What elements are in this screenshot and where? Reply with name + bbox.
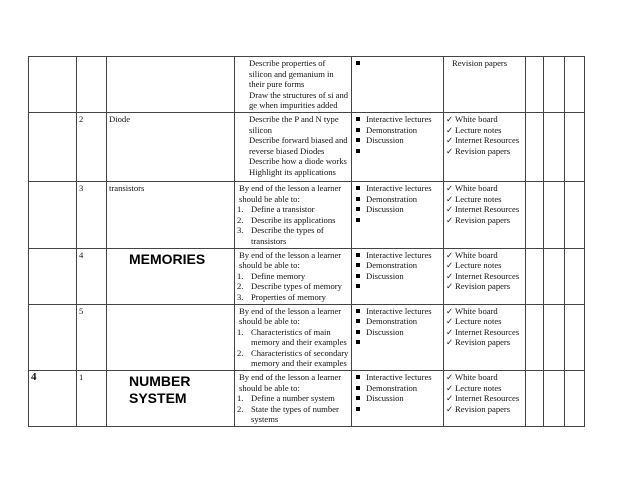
square-bullet-icon bbox=[356, 309, 360, 313]
remarks-cell bbox=[526, 304, 544, 371]
resources-cell bbox=[444, 181, 526, 248]
square-bullet-icon bbox=[356, 207, 360, 211]
lesson-cell bbox=[77, 112, 107, 181]
resource-item: ✓ White board bbox=[446, 372, 498, 383]
square-bullet-icon bbox=[356, 340, 360, 344]
objective-line: silicon bbox=[249, 124, 272, 135]
objectives-cell bbox=[235, 112, 352, 181]
objective-line: their pure forms bbox=[249, 79, 305, 90]
objective-line: Describe properties of bbox=[249, 58, 326, 68]
objective-item: 2. Describe its applications bbox=[237, 214, 336, 225]
checkmark-icon: ✓ bbox=[446, 337, 454, 348]
checkmark-icon: ✓ bbox=[446, 145, 454, 156]
methods-cell bbox=[352, 248, 444, 304]
topic-cell bbox=[107, 112, 235, 181]
method-item: Discussion bbox=[354, 393, 441, 404]
remarks-cell bbox=[526, 181, 544, 248]
objective-item: 1. Characteristics of main bbox=[237, 326, 331, 337]
objective-item: 2. Describe types of memory bbox=[237, 281, 342, 292]
resource-item: ✓ White board bbox=[446, 113, 498, 124]
remarks-cell bbox=[526, 371, 544, 427]
checkmark-icon: ✓ bbox=[446, 270, 454, 281]
resource-item: ✓ Revision papers bbox=[446, 403, 511, 414]
week-number: 4 bbox=[31, 371, 37, 384]
objectives-cell bbox=[235, 304, 352, 371]
objective-line: Draw the structures of si and bbox=[249, 89, 349, 100]
square-bullet-icon bbox=[356, 117, 360, 121]
objective-line: memory and their examples bbox=[251, 337, 347, 348]
resource-item: ✓ White board bbox=[446, 249, 498, 260]
week-cell bbox=[29, 248, 77, 304]
resource-item: ✓ Revision papers bbox=[446, 214, 511, 225]
checkmark-icon: ✓ bbox=[446, 204, 454, 215]
square-bullet-icon bbox=[356, 197, 360, 201]
resource-item: ✓ Internet Resources bbox=[446, 270, 520, 281]
objective-item: 1. Define a number system bbox=[237, 393, 335, 404]
lesson-cell bbox=[77, 304, 107, 371]
resource-item: ✓ Lecture notes bbox=[446, 316, 502, 327]
method-item: Discussion bbox=[354, 204, 441, 215]
table-row bbox=[29, 371, 585, 427]
method-item: Interactive lectures bbox=[354, 372, 441, 383]
checkmark-icon: ✓ bbox=[446, 403, 454, 414]
checkmark-icon: ✓ bbox=[446, 113, 454, 124]
objective-item: 2. Characteristics of secondary bbox=[237, 347, 349, 358]
methods-cell bbox=[352, 181, 444, 248]
remarks-cell bbox=[565, 181, 585, 248]
objective-line: memory and their examples bbox=[251, 358, 347, 369]
resource-item: ✓ White board bbox=[446, 305, 498, 316]
checkmark-icon: ✓ bbox=[446, 305, 454, 316]
objective-line: ge when impurities added bbox=[249, 100, 338, 111]
objective-line: Describe forward biased and bbox=[249, 135, 348, 146]
methods-cell bbox=[352, 304, 444, 371]
topic-cell bbox=[107, 371, 235, 427]
objective-item: 2. State the types of number bbox=[237, 403, 339, 414]
resources-cell bbox=[444, 57, 526, 113]
checkmark-icon: ✓ bbox=[446, 193, 454, 204]
method-item: Demonstration bbox=[354, 125, 441, 136]
resource-item: ✓ Internet Resources bbox=[446, 393, 520, 404]
objective-item: 3. Describe the types of bbox=[237, 225, 324, 236]
objective-lead: By end of the lesson a learner bbox=[239, 372, 342, 383]
method-item: Interactive lectures bbox=[354, 250, 441, 261]
objectives-cell bbox=[235, 57, 352, 113]
objective-item: 3. Properties of memory bbox=[237, 291, 326, 302]
topic-text: MEMORIES bbox=[129, 250, 206, 267]
checkmark-icon: ✓ bbox=[446, 393, 454, 404]
objective-item: 1. Define a transistor bbox=[237, 204, 315, 215]
resource-item: Revision papers bbox=[452, 58, 508, 68]
remarks-cell bbox=[565, 248, 585, 304]
lesson-number: 4 bbox=[79, 249, 84, 260]
methods-cell bbox=[352, 112, 444, 181]
checkmark-icon: ✓ bbox=[446, 316, 454, 327]
scheme-of-work-table bbox=[28, 56, 585, 427]
table-row bbox=[29, 57, 585, 113]
objective-lead: By end of the lesson a learner bbox=[239, 249, 342, 260]
method-item: Interactive lectures bbox=[354, 114, 441, 125]
square-bullet-icon bbox=[356, 149, 360, 153]
resources-cell bbox=[444, 304, 526, 371]
objective-line: Highlight its applications bbox=[249, 166, 336, 177]
resource-item: ✓ Revision papers bbox=[446, 145, 511, 156]
resource-item: ✓ Internet Resources bbox=[446, 326, 520, 337]
remarks-cell bbox=[526, 112, 544, 181]
lesson-number: 1 bbox=[79, 372, 84, 383]
objectives-cell bbox=[235, 371, 352, 427]
square-bullet-icon bbox=[356, 284, 360, 288]
remarks-cell bbox=[544, 371, 565, 427]
resource-item: ✓ Lecture notes bbox=[446, 193, 502, 204]
lesson-number: 3 bbox=[79, 182, 84, 193]
lesson-cell bbox=[77, 248, 107, 304]
remarks-cell bbox=[565, 371, 585, 427]
remarks-cell bbox=[565, 304, 585, 371]
table-row bbox=[29, 248, 585, 304]
square-bullet-icon bbox=[356, 61, 360, 65]
checkmark-icon: ✓ bbox=[446, 260, 454, 271]
method-item: Interactive lectures bbox=[354, 306, 441, 317]
table-row bbox=[29, 181, 585, 248]
square-bullet-icon bbox=[356, 375, 360, 379]
topic-cell bbox=[107, 181, 235, 248]
checkmark-icon: ✓ bbox=[446, 249, 454, 260]
objective-line: transistors bbox=[251, 235, 287, 246]
objectives-cell bbox=[235, 248, 352, 304]
remarks-cell bbox=[544, 304, 565, 371]
checkmark-icon: ✓ bbox=[446, 135, 454, 146]
remarks-cell bbox=[565, 112, 585, 181]
checkmark-icon: ✓ bbox=[446, 281, 454, 292]
resources-cell bbox=[444, 248, 526, 304]
resource-item: ✓ Internet Resources bbox=[446, 135, 520, 146]
method-item: Discussion bbox=[354, 327, 441, 338]
objective-lead: By end of the lesson a learner bbox=[239, 305, 342, 316]
objective-lead: should be able to: bbox=[239, 193, 300, 204]
objective-lead: should be able to: bbox=[239, 316, 300, 327]
objectives-cell bbox=[235, 181, 352, 248]
checkmark-icon: ✓ bbox=[446, 182, 454, 193]
checkmark-icon: ✓ bbox=[446, 214, 454, 225]
method-item: Interactive lectures bbox=[354, 183, 441, 194]
remarks-cell bbox=[526, 57, 544, 113]
topic-text: Diode bbox=[109, 113, 131, 124]
method-item: Demonstration bbox=[354, 260, 441, 271]
remarks-cell bbox=[544, 57, 565, 113]
remarks-cell bbox=[565, 57, 585, 113]
week-cell bbox=[29, 371, 77, 427]
topic-text: NUMBER bbox=[129, 373, 191, 390]
remarks-cell bbox=[526, 248, 544, 304]
methods-cell bbox=[352, 371, 444, 427]
lesson-cell bbox=[77, 181, 107, 248]
week-cell bbox=[29, 181, 77, 248]
square-bullet-icon bbox=[356, 128, 360, 132]
lesson-cell bbox=[77, 57, 107, 113]
square-bullet-icon bbox=[356, 253, 360, 257]
objective-line: Describe the P and N type bbox=[249, 113, 339, 124]
resource-item: ✓ White board bbox=[446, 182, 498, 193]
topic-text: transistors bbox=[109, 182, 145, 193]
topic-cell bbox=[107, 304, 235, 371]
topic-cell bbox=[107, 57, 235, 113]
square-bullet-icon bbox=[356, 407, 360, 411]
objective-lead: should be able to: bbox=[239, 260, 300, 271]
checkmark-icon: ✓ bbox=[446, 124, 454, 135]
resource-item: ✓ Lecture notes bbox=[446, 382, 502, 393]
objective-lead: should be able to: bbox=[239, 382, 300, 393]
square-bullet-icon bbox=[356, 386, 360, 390]
resources-cell bbox=[444, 371, 526, 427]
method-item: Demonstration bbox=[354, 316, 441, 327]
method-item: Discussion bbox=[354, 271, 441, 282]
square-bullet-icon bbox=[356, 263, 360, 267]
lesson-number: 5 bbox=[79, 305, 84, 316]
square-bullet-icon bbox=[356, 138, 360, 142]
week-cell bbox=[29, 57, 77, 113]
objective-item: 1. Define memory bbox=[237, 270, 306, 281]
resources-cell bbox=[444, 112, 526, 181]
resource-item: ✓ Revision papers bbox=[446, 337, 511, 348]
objective-line: silicon and gemanium in bbox=[249, 68, 334, 79]
square-bullet-icon bbox=[356, 218, 360, 222]
method-item: Discussion bbox=[354, 135, 441, 146]
remarks-cell bbox=[544, 181, 565, 248]
checkmark-icon: ✓ bbox=[446, 326, 454, 337]
lesson-cell bbox=[77, 371, 107, 427]
topic-cell bbox=[107, 248, 235, 304]
square-bullet-icon bbox=[356, 319, 360, 323]
remarks-cell bbox=[544, 112, 565, 181]
resource-item: ✓ Revision papers bbox=[446, 281, 511, 292]
table-row bbox=[29, 304, 585, 371]
remarks-cell bbox=[544, 248, 565, 304]
methods-cell bbox=[352, 57, 444, 113]
checkmark-icon: ✓ bbox=[446, 382, 454, 393]
topic-text: SYSTEM bbox=[129, 390, 187, 407]
objective-line: systems bbox=[251, 414, 279, 425]
method-item: Demonstration bbox=[354, 383, 441, 394]
week-cell bbox=[29, 112, 77, 181]
week-cell bbox=[29, 304, 77, 371]
table-row bbox=[29, 112, 585, 181]
square-bullet-icon bbox=[356, 396, 360, 400]
checkmark-icon: ✓ bbox=[446, 372, 454, 383]
objective-line: Describe how a diode works bbox=[249, 156, 347, 167]
resource-item: ✓ Internet Resources bbox=[446, 204, 520, 215]
objective-line: reverse biased Diodes bbox=[249, 145, 325, 156]
square-bullet-icon bbox=[356, 186, 360, 190]
square-bullet-icon bbox=[356, 330, 360, 334]
method-item: Demonstration bbox=[354, 194, 441, 205]
lesson-number: 2 bbox=[79, 113, 84, 124]
objective-lead: By end of the lesson a learner bbox=[239, 182, 342, 193]
resource-item: ✓ Lecture notes bbox=[446, 260, 502, 271]
square-bullet-icon bbox=[356, 274, 360, 278]
resource-item: ✓ Lecture notes bbox=[446, 124, 502, 135]
